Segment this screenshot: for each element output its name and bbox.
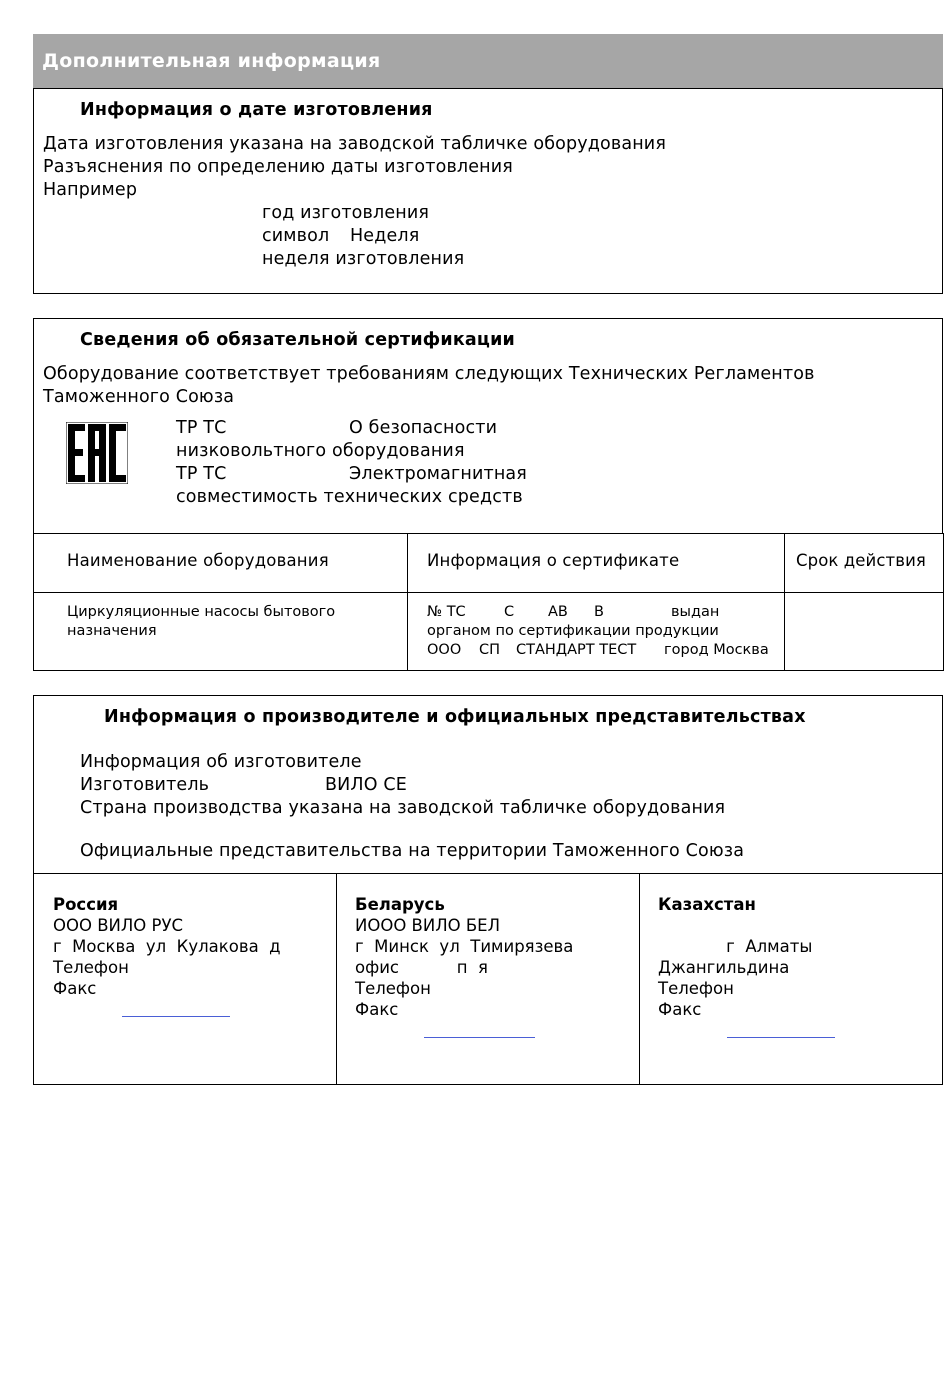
- certification-intro-line1: Оборудование соответствует требованиям следующих Технических Регламентов: [43, 364, 815, 384]
- office-company: ИООО ВИЛО БЕЛ: [355, 916, 501, 935]
- certification-title: Сведения об обязательной сертификации: [80, 330, 516, 350]
- cert-org2: СП: [479, 642, 501, 658]
- example-symbol: символ: [262, 226, 330, 246]
- cert-no: № ТС: [427, 604, 466, 620]
- regulation2-name-a: Электромагнитная: [349, 464, 527, 484]
- office-address: г Москва ул Кулакова д: [53, 937, 281, 956]
- certification-intro-line2: Таможенного Союза: [43, 387, 235, 407]
- cert-issued: выдан: [671, 604, 720, 620]
- manufacturer-info-label: Информация об изготовителе: [80, 752, 362, 772]
- office-phone: Телефон: [53, 958, 129, 977]
- manufacturer-offices-title: Официальные представительства на территории Таможенного Союза: [80, 841, 745, 861]
- office-country: Казахстан: [658, 895, 756, 914]
- manufacture-date-title: Информация о дате изготовления: [80, 100, 433, 120]
- office-address: г Минск ул Тимирязева: [355, 937, 574, 956]
- office-fax: Факс: [53, 979, 97, 998]
- offices-grid: [33, 873, 943, 1085]
- manufacture-date-line3: Например: [43, 180, 138, 200]
- cert-org3: СТАНДАРТ ТЕСТ: [516, 642, 637, 658]
- cert-ab: АВ: [548, 604, 568, 620]
- office-fax: Факс: [658, 1000, 702, 1019]
- cert-org1: ООО: [427, 642, 462, 658]
- office-email-link[interactable]: [122, 1016, 230, 1017]
- office-belarus: [336, 874, 639, 1084]
- example-year: год изготовления: [262, 203, 430, 223]
- section-header-title: Дополнительная информация: [42, 50, 381, 72]
- certification-box: [33, 318, 943, 533]
- equipment-name-a: Циркуляционные насосы бытового: [67, 604, 336, 620]
- certificate-table: [33, 533, 944, 671]
- office-kazakhstan: [639, 874, 942, 1084]
- regulation1-code: ТР ТС: [176, 418, 227, 438]
- office-country: Беларусь: [355, 895, 445, 914]
- office-company: ООО ВИЛО РУС: [53, 916, 184, 935]
- regulation2-code: ТР ТС: [176, 464, 227, 484]
- regulation1-name-b: низковольтного оборудования: [176, 441, 465, 461]
- validity-cell: [785, 593, 944, 671]
- office-fax: Факс: [355, 1000, 399, 1019]
- cert-b: В: [594, 604, 604, 620]
- certificate-info-cell: [408, 593, 785, 671]
- cert-city: город Москва: [664, 642, 769, 658]
- manufacture-date-line1: Дата изготовления указана на заводской табличке оборудования: [43, 134, 667, 154]
- regulation2-name-b: совместимость технических средств: [176, 487, 523, 507]
- office-phone: Телефон: [658, 979, 734, 998]
- certificate-table-header-row: [34, 534, 944, 593]
- cert-c: С: [504, 604, 515, 620]
- eac-logo: [66, 422, 128, 484]
- eac-logo-graphic: [66, 422, 128, 484]
- manufacturer-box: [33, 695, 943, 873]
- office-email-link[interactable]: [424, 1037, 535, 1038]
- equipment-name-b: назначения: [67, 623, 157, 639]
- office-phone: Телефон: [355, 979, 431, 998]
- office-address: г Алматы: [658, 937, 813, 956]
- manufacture-date-line2: Разъяснения по определению даты изготовления: [43, 157, 513, 177]
- manufacturer-maker-name: ВИЛО СЕ: [325, 775, 407, 795]
- manufacture-date-box: [33, 88, 943, 294]
- office-email-link[interactable]: [727, 1037, 835, 1038]
- header-certificate: Информация о сертификате: [408, 534, 785, 593]
- manufacturer-maker-label: Изготовитель: [80, 775, 210, 795]
- page: [33, 34, 943, 1085]
- office-russia: [34, 874, 336, 1084]
- cert-body: органом по сертификации продукции: [427, 623, 719, 639]
- example-week-word: Неделя: [350, 226, 420, 246]
- regulation1-name-a: О безопасности: [349, 418, 498, 438]
- header-validity: Срок действия: [785, 534, 944, 593]
- section-header-bar: [33, 34, 943, 88]
- header-equipment: Наименование оборудования: [34, 534, 408, 593]
- manufacturer-title: Информация о производителе и официальных представительствах: [104, 707, 806, 727]
- office-country: Россия: [53, 895, 119, 914]
- example-week: неделя изготовления: [262, 249, 465, 269]
- certificate-table-row: [34, 593, 944, 671]
- office-address2: офис п я: [355, 958, 488, 977]
- manufacturer-country-note: Страна производства указана на заводской табличке оборудования: [80, 798, 726, 818]
- equipment-cell: [34, 593, 408, 671]
- office-address2: Джангильдина: [658, 958, 790, 977]
